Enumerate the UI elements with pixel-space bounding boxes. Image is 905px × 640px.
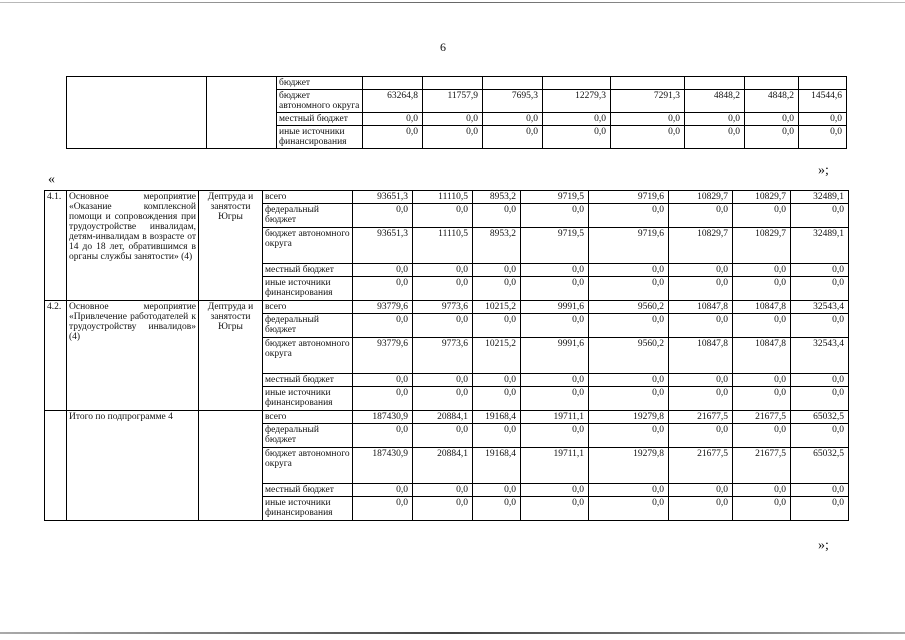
value-cell: 0,0 [413,277,473,301]
value-cell: 0,0 [589,424,669,448]
value-cell: 0,0 [589,264,669,277]
scan-bottom-edge [0,632,905,634]
value-cell: 0,0 [799,113,847,126]
value-cell: 0,0 [423,113,483,126]
main-funding-table [44,190,849,521]
value-cell: 0,0 [413,204,473,228]
value-cell: 0,0 [353,424,413,448]
value-cell: 0,0 [733,204,791,228]
value-cell: 0,0 [611,113,685,126]
value-cell: 0,0 [413,264,473,277]
value-cell: 65032,5 [791,448,849,484]
value-cell: 9719,6 [589,191,669,204]
value-cell: 0,0 [353,264,413,277]
value-cell: 0,0 [733,314,791,338]
value-cell: 4848,2 [685,90,745,113]
value-cell: 0,0 [589,314,669,338]
value-cell: 0,0 [685,113,745,126]
value-cell [685,77,745,90]
value-cell: 0,0 [483,126,543,149]
value-cell: 19168,4 [473,448,521,484]
value-cell: 9719,5 [521,191,589,204]
value-cell: 0,0 [745,113,799,126]
value-cell: 10215,2 [473,301,521,314]
value-cell: 8953,2 [473,191,521,204]
activity-description: Основное мероприятие «Привлечение работодателей к трудоустройству инвалидов» (4) [67,301,199,411]
activity-code: 4.2. [45,301,67,411]
value-cell: 0,0 [413,387,473,411]
funding-source: бюджет автономного округа [277,90,363,113]
value-cell: 0,0 [733,374,791,387]
value-cell: 0,0 [473,424,521,448]
value-cell: 63264,8 [363,90,423,113]
value-cell: 0,0 [791,314,849,338]
value-cell: 0,0 [791,424,849,448]
value-cell: 11757,9 [423,90,483,113]
value-cell: 21677,5 [669,411,733,424]
value-cell: 0,0 [669,314,733,338]
value-cell: 0,0 [473,314,521,338]
value-cell: 21677,5 [733,411,791,424]
value-cell: 0,0 [473,264,521,277]
value-cell: 0,0 [669,484,733,497]
value-cell: 0,0 [669,277,733,301]
value-cell: 9773,6 [413,301,473,314]
funding-source: федеральный бюджет [263,204,353,228]
value-cell: 0,0 [589,204,669,228]
value-cell: 7695,3 [483,90,543,113]
page-number: 6 [440,40,446,54]
value-cell: 0,0 [733,277,791,301]
value-cell: 0,0 [685,126,745,149]
value-cell: 10829,7 [669,228,733,264]
value-cell: 0,0 [733,264,791,277]
value-cell: 0,0 [611,126,685,149]
activity-code: 4.1. [45,191,67,301]
value-cell: 0,0 [413,314,473,338]
value-cell: 0,0 [473,277,521,301]
value-cell: 11110,5 [413,228,473,264]
funding-source: федеральный бюджет [263,424,353,448]
value-cell: 0,0 [669,424,733,448]
value-cell: 0,0 [473,497,521,521]
funding-source: всего [263,191,353,204]
scan-top-edge [0,2,905,3]
value-cell: 19711,1 [521,448,589,484]
funding-source: иные источники финансирования [277,126,363,149]
value-cell: 93651,3 [353,191,413,204]
value-cell: 4848,2 [745,90,799,113]
value-cell: 0,0 [791,204,849,228]
value-cell: 0,0 [589,497,669,521]
funding-source: иные источники финансирования [263,387,353,411]
value-cell: 0,0 [543,126,611,149]
value-cell: 10829,7 [669,191,733,204]
value-cell [483,77,543,90]
empty-responsible-cell [207,77,277,149]
value-cell: 0,0 [413,424,473,448]
value-cell: 0,0 [589,387,669,411]
value-cell: 0,0 [473,204,521,228]
value-cell [611,77,685,90]
value-cell: 0,0 [521,497,589,521]
value-cell: 0,0 [521,484,589,497]
value-cell: 14544,6 [799,90,847,113]
table-row [45,191,849,204]
funding-source: бюджет автономного округа [263,228,353,264]
funding-source: иные источники финансирования [263,277,353,301]
funding-source: всего [263,301,353,314]
value-cell: 187430,9 [353,448,413,484]
value-cell: 0,0 [799,126,847,149]
value-cell: 0,0 [353,277,413,301]
value-cell: 0,0 [521,277,589,301]
close-quote-1: »; [818,163,829,178]
funding-source: местный бюджет [277,113,363,126]
value-cell: 0,0 [521,387,589,411]
value-cell [799,77,847,90]
value-cell: 0,0 [791,387,849,411]
value-cell: 0,0 [353,204,413,228]
value-cell: 19168,4 [473,411,521,424]
value-cell: 65032,5 [791,411,849,424]
value-cell: 0,0 [353,374,413,387]
value-cell: 0,0 [521,204,589,228]
value-cell: 0,0 [521,314,589,338]
value-cell: 0,0 [363,126,423,149]
activity-description: Итого по подпрограмме 4 [67,411,199,521]
value-cell [423,77,483,90]
close-quote-2: »; [818,538,829,553]
value-cell [543,77,611,90]
value-cell: 7291,3 [611,90,685,113]
value-cell: 20884,1 [413,411,473,424]
value-cell: 20884,1 [413,448,473,484]
responsible-executor: Дептруда и занятости Югры [199,301,263,411]
value-cell: 9719,5 [521,228,589,264]
value-cell: 10829,7 [733,228,791,264]
empty-description-cell [67,77,207,149]
top-funding-table [66,76,847,149]
value-cell: 0,0 [791,484,849,497]
value-cell: 0,0 [413,484,473,497]
value-cell: 0,0 [353,314,413,338]
value-cell: 32489,1 [791,228,849,264]
value-cell: 19279,8 [589,448,669,484]
funding-source: иные источники финансирования [263,497,353,521]
value-cell: 0,0 [791,497,849,521]
value-cell: 0,0 [353,484,413,497]
value-cell: 12279,3 [543,90,611,113]
activity-description: Основное мероприятие «Оказание комплексной помощи и сопровождения при трудоустройстве инвалидам, детям-инвалидам в возрасте от 14 до 18 лет, обратившимся в органы службы занятости» (4) [67,191,199,301]
value-cell: 9991,6 [521,338,589,374]
value-cell: 9991,6 [521,301,589,314]
value-cell: 32489,1 [791,191,849,204]
funding-source: бюджет автономного округа [263,338,353,374]
value-cell: 93651,3 [353,228,413,264]
value-cell: 21677,5 [733,448,791,484]
value-cell: 0,0 [669,204,733,228]
value-cell: 0,0 [733,387,791,411]
value-cell: 93779,6 [353,338,413,374]
value-cell: 0,0 [473,374,521,387]
value-cell: 0,0 [669,264,733,277]
value-cell: 0,0 [791,374,849,387]
value-cell: 0,0 [473,387,521,411]
value-cell: 0,0 [669,497,733,521]
funding-source: бюджет автономного округа [263,448,353,484]
value-cell: 0,0 [589,374,669,387]
funding-source: бюджет [277,77,363,90]
value-cell: 8953,2 [473,228,521,264]
value-cell: 10215,2 [473,338,521,374]
value-cell: 21677,5 [669,448,733,484]
value-cell: 0,0 [413,374,473,387]
value-cell [745,77,799,90]
value-cell: 0,0 [589,484,669,497]
value-cell: 0,0 [473,484,521,497]
responsible-executor: Дептруда и занятости Югры [199,191,263,301]
value-cell: 0,0 [791,277,849,301]
value-cell: 19711,1 [521,411,589,424]
value-cell: 0,0 [791,264,849,277]
value-cell: 10829,7 [733,191,791,204]
responsible-executor [199,411,263,521]
value-cell: 9719,6 [589,228,669,264]
table-row [45,301,849,314]
value-cell: 0,0 [363,113,423,126]
value-cell: 32543,4 [791,338,849,374]
funding-source: местный бюджет [263,374,353,387]
value-cell: 0,0 [669,374,733,387]
value-cell: 0,0 [353,387,413,411]
value-cell: 0,0 [669,387,733,411]
value-cell: 10847,8 [669,338,733,374]
value-cell: 0,0 [521,424,589,448]
value-cell: 0,0 [745,126,799,149]
value-cell: 0,0 [733,497,791,521]
value-cell: 187430,9 [353,411,413,424]
value-cell: 11110,5 [413,191,473,204]
value-cell: 10847,8 [733,338,791,374]
value-cell: 0,0 [543,113,611,126]
value-cell: 0,0 [589,277,669,301]
value-cell: 10847,8 [733,301,791,314]
value-cell: 0,0 [521,374,589,387]
funding-source: местный бюджет [263,264,353,277]
value-cell: 0,0 [423,126,483,149]
funding-source: местный бюджет [263,484,353,497]
value-cell [363,77,423,90]
value-cell: 0,0 [413,497,473,521]
value-cell: 0,0 [483,113,543,126]
funding-source: федеральный бюджет [263,314,353,338]
value-cell: 0,0 [733,484,791,497]
value-cell: 0,0 [521,264,589,277]
table-row [45,411,849,424]
value-cell: 93779,6 [353,301,413,314]
funding-source: всего [263,411,353,424]
activity-code [45,411,67,521]
value-cell: 0,0 [353,497,413,521]
open-quote: « [48,172,55,187]
value-cell: 32543,4 [791,301,849,314]
value-cell: 10847,8 [669,301,733,314]
value-cell: 9560,2 [589,301,669,314]
value-cell: 19279,8 [589,411,669,424]
value-cell: 9773,6 [413,338,473,374]
table-row [67,77,847,90]
value-cell: 9560,2 [589,338,669,374]
value-cell: 0,0 [733,424,791,448]
